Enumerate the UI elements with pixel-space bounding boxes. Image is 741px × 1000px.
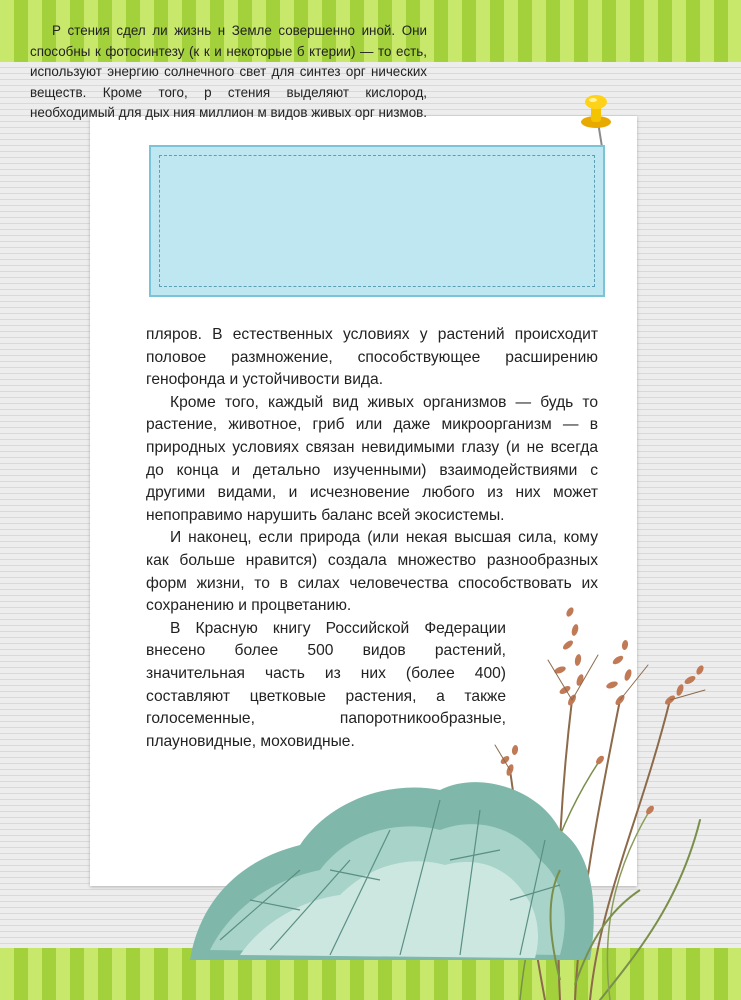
paragraph-3: И наконец, если природа (или некая высшая сила, кому как больше нравится) создала множество разнообразных форм жизни, то в силах человечества способствовать их сохранению и процветанию. bbox=[146, 529, 598, 615]
paragraph-2: Кроме того, каждый вид живых организмов — будь то растение, животное, гриб или даже микроорганизм — в природных условиях связан невидимыми глазу (и не всегда до конца и детально изученными) взаимодействиями с другими видами, и исчезновение любого из них может непоправимо нарушить баланс всей экосистемы. bbox=[146, 393, 598, 524]
info-box bbox=[149, 145, 605, 297]
info-box-dashed-frame bbox=[159, 155, 595, 287]
push-pin-icon bbox=[578, 92, 618, 150]
paragraph-1: пляров. В естественных условиях у растений происходит половое размножение, способствующее расширению генофонда и устойчивости вида. bbox=[146, 326, 598, 389]
paragraph-4: В Красную книгу Российской Федерации внесено более 500 видов растений, значительная часть из них (более 400) составляют цветковые растения, а также голосеменные, папоротникообразные, плауновидные, моховидные. bbox=[146, 619, 506, 750]
info-box-paragraph: Р стения сдел ли жизнь н Земле совершенно иной. Они способны к фотосинтезу (к к и некоторые б ктерии) — то есть, используют энергию солнечного свет для синтез орг нических веществ. Кроме того, р стения выделяют кислород, необходимый для дых ния миллион м видов живых орг низмов. bbox=[30, 23, 427, 120]
info-box-text bbox=[30, 21, 427, 124]
main-text bbox=[146, 324, 598, 753]
bottom-stripe-band bbox=[0, 948, 741, 1000]
